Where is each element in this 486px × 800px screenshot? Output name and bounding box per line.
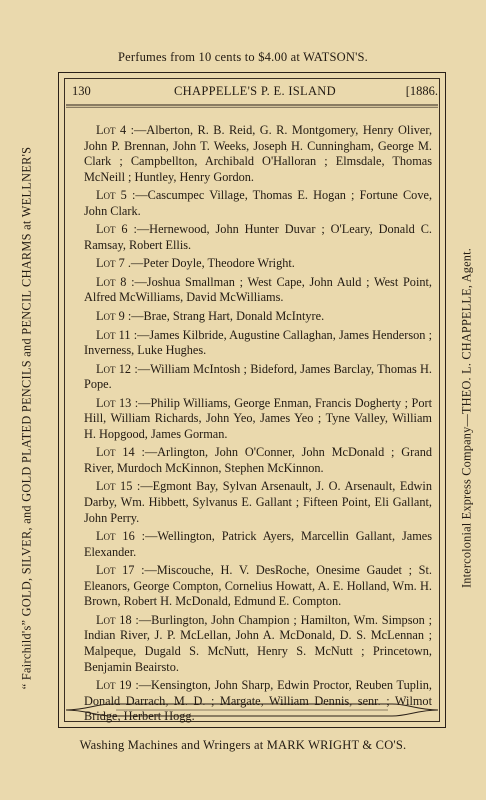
lot-entry (84, 396, 432, 443)
lot-entry (84, 256, 432, 272)
left-margin-text: “ Fairchild's” GOLD, SILVER, and GOLD PLATED PENCILS and PENCIL CHARMS at WELLNER'S (19, 146, 34, 690)
lot-label: Lot 16 (96, 529, 135, 544)
lot-text: :—Joshua Smallman ; West Cape, John Auld ; West Point, Alfred McWilliams, David McWilliams. (84, 274, 433, 305)
running-header (72, 84, 438, 100)
lot-entry (84, 123, 432, 185)
lot-text: :—Hernewood, John Hunter Duvar ; O'Leary, Donald C. Ramsay, Robert Ellis. (84, 222, 432, 252)
lot-text: :—Alberton, R. B. Reid, G. R. Montgomery, Henry Oliver, John P. Brennan, John T. Weeks, Joseph H. Cunningham, George M. Clark ; Campbellton, Archibald O'Halloran ; Elmsdale, Thomas McNeill ; Huntley, Henry Gordon. (84, 123, 433, 184)
lot-entry (84, 328, 432, 359)
lot-label: Lot 15 (96, 479, 133, 494)
lot-text: :—Kensington, John Sharp, Edwin Proctor, Reuben Tuplin, Donald Darrach, M. D. ; Margate, William Dennis, senr. ; Wilmot Bridge, Herbert Hogg. (84, 678, 432, 724)
lot-label: Lot 17 (96, 563, 135, 578)
left-margin-advertisement (9, 0, 45, 800)
lot-text: :—William McIntosh ; Bideford, James Barclay, Thomas H. Pope. (84, 361, 432, 392)
lot-text: :—Burlington, John Champion ; Hamilton, Wm. Simpson ; Indian River, J. P. McLellan, John A. McDonald, D. S. McLennan ; Malpeque, Dugald S. McNutt, Henry S. McNutt ; Princetown, Benjamin Beairsto. (84, 612, 432, 674)
lot-text: :—Egmont Bay, Sylvan Arsenault, J. O. Arsenault, Edwin Darby, Wm. Hibbett, Sylvanus E. Gallant ; Fifteen Point, Eli Gallant, John Perry. (84, 479, 432, 525)
right-margin-text: Intercolonial Express Company—THEO. L. CHAPPELLE, Agent. (459, 247, 474, 589)
lot-label: Lot 9 (96, 309, 125, 324)
lot-label: Lot 7 (96, 256, 125, 271)
lot-label: Lot 6 (96, 222, 128, 237)
page-year: [1886. (405, 84, 438, 98)
lot-entry (84, 309, 432, 325)
lot-entry (84, 445, 432, 476)
lot-label: Lot 12 (96, 361, 132, 376)
lot-text: :—Arlington, John O'Conner, John McDonald ; Grand River, Murdoch McKinnon, Stephen McKinnon. (84, 445, 432, 475)
right-margin-advertisement (452, 0, 482, 800)
lot-entry (84, 275, 432, 306)
bottom-advertisement: Washing Machines and Wringers at MARK WRIGHT & CO'S. (79, 738, 407, 752)
lot-text: :—James Kilbride, Augustine Callaghan, James Henderson ; Inverness, Luke Hughes. (84, 327, 432, 358)
lot-label: Lot 14 (96, 445, 135, 460)
lot-label: Lot 13 (96, 395, 132, 410)
lot-label: Lot 8 (96, 274, 127, 289)
lot-text: :—Wellington, Patrick Ayers, Marcellin Gallant, James Elexander. (84, 529, 432, 559)
header-rule (66, 104, 438, 108)
lot-text: :—Miscouche, H. V. DesRoche, Onesime Gaudet ; St. Eleanors, George Compton, Cornelius Howatt, A. E. Holland, Wm. H. Brown, Robert H. McDonald, Edmund E. Compton. (84, 563, 432, 609)
page-number: 130 (72, 84, 91, 98)
lot-label: Lot 5 (96, 188, 127, 203)
lot-text: .—Peter Doyle, Theodore Wright. (127, 256, 295, 271)
lot-label: Lot 19 (96, 678, 132, 693)
lot-text: :—Philip Williams, George Enman, Francis Dogherty ; Port Hill, William Richards, John Yeo, James Yeo ; Tyne Valley, William H. Hopgood, James Gorman. (84, 395, 432, 441)
lot-text: :—Brae, Strang Hart, Donald McIntyre. (127, 309, 325, 324)
lot-entry (84, 613, 432, 675)
top-advertisement: Perfumes from 10 cents to $4.00 at WATSON'S. (117, 50, 369, 64)
lot-entry (84, 362, 432, 393)
lot-label: Lot 18 (96, 612, 132, 627)
page-title: CHAPPELLE'S P. E. ISLAND (174, 84, 336, 98)
lot-entry (84, 222, 432, 253)
lot-entry (84, 529, 432, 560)
lot-entry (84, 479, 432, 526)
lot-entry (84, 563, 432, 610)
ornamental-rule (66, 701, 438, 719)
lot-entry (84, 188, 432, 219)
lot-label: Lot 11 (96, 327, 131, 342)
lot-text: :—Cascumpec Village, Thomas E. Hogan ; Fortune Cove, John Clark. (84, 188, 433, 218)
lot-listing (84, 123, 432, 728)
lot-label: Lot 4 (96, 123, 127, 137)
